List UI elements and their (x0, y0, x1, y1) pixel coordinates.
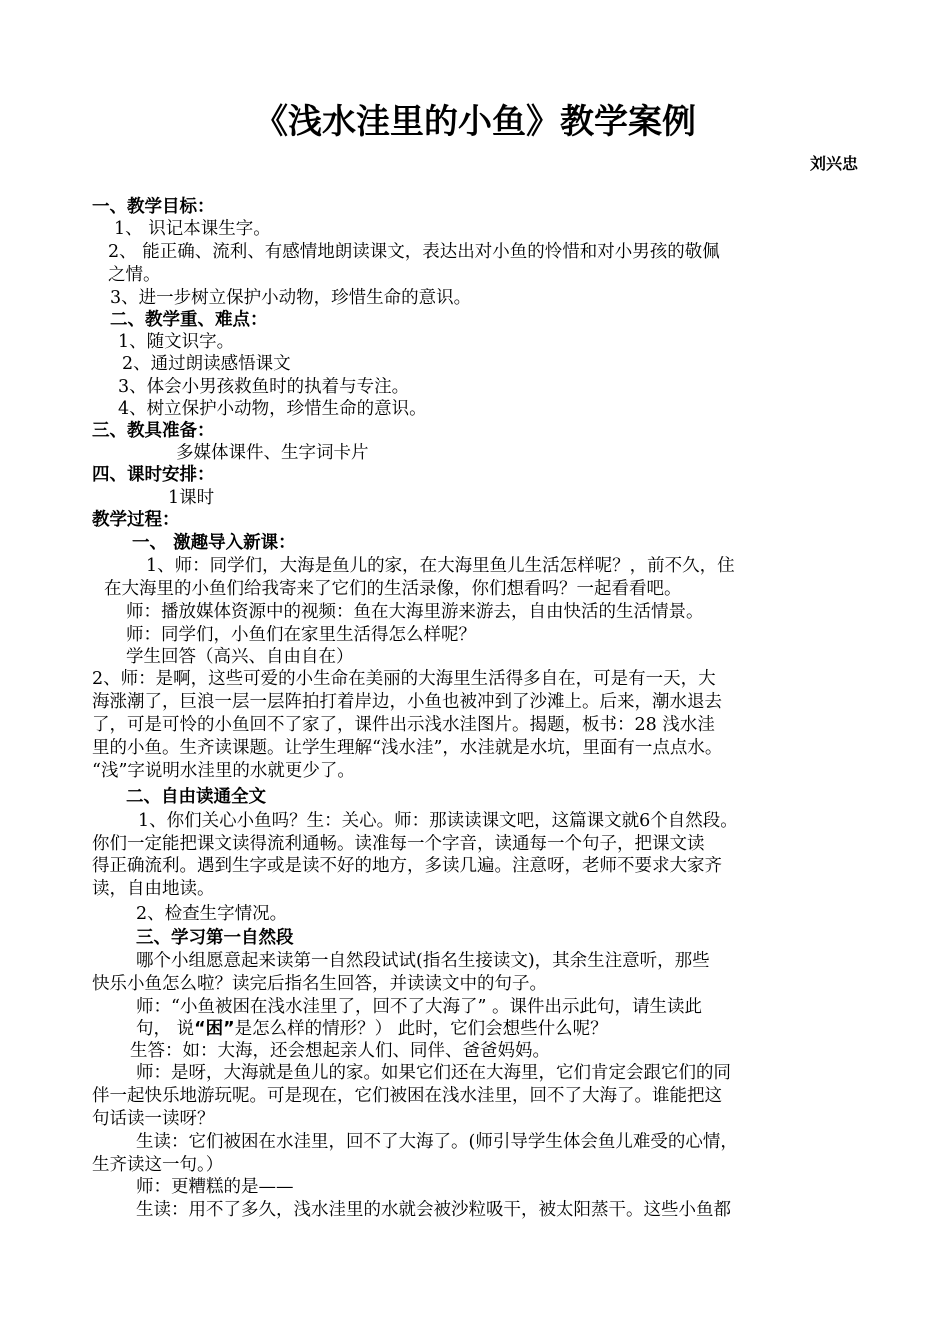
text-line: 2、通过朗读感悟课文 (122, 354, 291, 374)
text-line: 2、 能正确、流利、有感情地朗读课文，表达出对小鱼的怜惜和对小男孩的敬佩 (108, 242, 720, 262)
text-line: 你们一定能把课文读得流利通畅。读准每一个字音，读通每一个句子，把课文读 (92, 834, 705, 854)
text-line: 师：同学们，小鱼们在家里生活得怎么样呢？ (126, 625, 476, 645)
text-line: 得正确流利。遇到生字或是读不好的地方，多读几遍。注意呀，老师不要求大家齐 (92, 856, 722, 876)
text-line: 2、师：是啊，这些可爱的小生命在美丽的大海里生活得多自在，可是有一天，大 (92, 669, 716, 689)
subsection-heading-intro: 一、 激趣导入新课： (132, 533, 296, 553)
text-line: 1、师：同学们，大海是鱼儿的家，在大海里鱼儿生活怎样呢？，前不久，住 (146, 556, 735, 576)
text-line: 师：更糟糕的是—— (136, 1177, 294, 1197)
text-line: 3、体会小男孩救鱼时的执着与专注。 (118, 377, 410, 397)
section-heading-keypoints: 二、教学重、难点： (110, 310, 268, 330)
text-line: 1课时 (168, 488, 215, 508)
text-line: 之情。 (108, 265, 161, 285)
text-fragment: 句， 说 (136, 1019, 195, 1039)
text-line: 多媒体课件、生字词卡片 (176, 443, 369, 463)
text-line: 句话读一读呀？ (92, 1109, 215, 1129)
text-line: 了，可是可怜的小鱼回不了家了，课件出示浅水洼图片。揭题，板书：28 浅水洼 (92, 715, 715, 735)
text-fragment: 是怎么样的情形？） 此时，它们会想些什么呢？ (234, 1019, 608, 1039)
subsection-heading-reading: 二、自由读通全文 (126, 787, 266, 807)
text-line: 生读：它们被困在水洼里，回不了大海了。(师引导学生体会鱼儿难受的心情， (136, 1132, 738, 1152)
text-line: 师：是呀，大海就是鱼儿的家。如果它们还在大海里，它们肯定会跟它们的同 (136, 1063, 731, 1083)
text-line: 师：“小鱼被困在浅水洼里了，回不了大海了” 。课件出示此句，请生读此 (136, 997, 702, 1017)
text-line: 学生回答（高兴、自由自在） (126, 647, 354, 667)
text-line: “浅”字说明水洼里的水就更少了。 (92, 761, 355, 781)
emphasized-word: “困” (194, 1019, 235, 1039)
text-line: 生齐读这一句。） (92, 1155, 224, 1175)
document-title: 《浅水洼里的小鱼》教学案例 (254, 102, 696, 142)
text-line: 生读：用不了多久，浅水洼里的水就会被沙粒吸干，被太阳蒸干。这些小鱼都 (136, 1200, 731, 1220)
text-line: 里的小鱼。生齐读课题。让学生理解“浅水洼”，水洼就是水坑，里面有一点点水。 (92, 738, 723, 758)
text-line: 4、树立保护小动物，珍惜生命的意识。 (118, 399, 427, 419)
text-line: 伴一起快乐地游玩呢。可是现在，它们被困在浅水洼里，回不了大海了。谁能把这 (92, 1086, 722, 1106)
text-line: 1、 识记本课生字。 (114, 219, 271, 239)
text-line: 2、检查生字情况。 (136, 904, 288, 924)
section-heading-schedule: 四、课时安排： (92, 465, 215, 485)
text-line: 哪个小组愿意起来读第一自然段试试(指名生接读文)，其余生注意听，那些 (136, 951, 710, 971)
text-line: 生答：如：大海，还会想起亲人们、同伴、爸爸妈妈。 (130, 1041, 550, 1061)
text-line: 3、进一步树立保护小动物，珍惜生命的意识。 (110, 288, 472, 308)
author-name: 刘兴忠 (809, 154, 858, 173)
text-line: 1、随文识字。 (118, 332, 235, 352)
text-line: 读，自由地读。 (92, 879, 215, 899)
text-line: 海涨潮了，巨浪一层一层阵拍打着岸边，小鱼也被冲到了沙滩上。后来，潮水退去 (92, 692, 722, 712)
section-heading-process: 教学过程： (92, 510, 180, 530)
text-line (136, 1018, 608, 1040)
text-line: 1、你们关心小鱼吗？生：关心。师：那读读课文吧，这篇课文就6个自然段。 (138, 811, 738, 831)
text-line: 在大海里的小鱼们给我寄来了它们的生活录像，你们想看吗？一起看看吧。 (104, 579, 682, 599)
subsection-heading-paragraph1: 三、学习第一自然段 (136, 928, 294, 948)
text-line: 快乐小鱼怎么啦？读完后指名生回答，并读读文中的句子。 (92, 974, 547, 994)
section-heading-materials: 三、教具准备： (92, 421, 215, 441)
text-line: 师：播放媒体资源中的视频：鱼在大海里游来游去，自由快活的生活情景。 (126, 602, 704, 622)
section-heading-goals: 一、教学目标： (92, 197, 215, 217)
